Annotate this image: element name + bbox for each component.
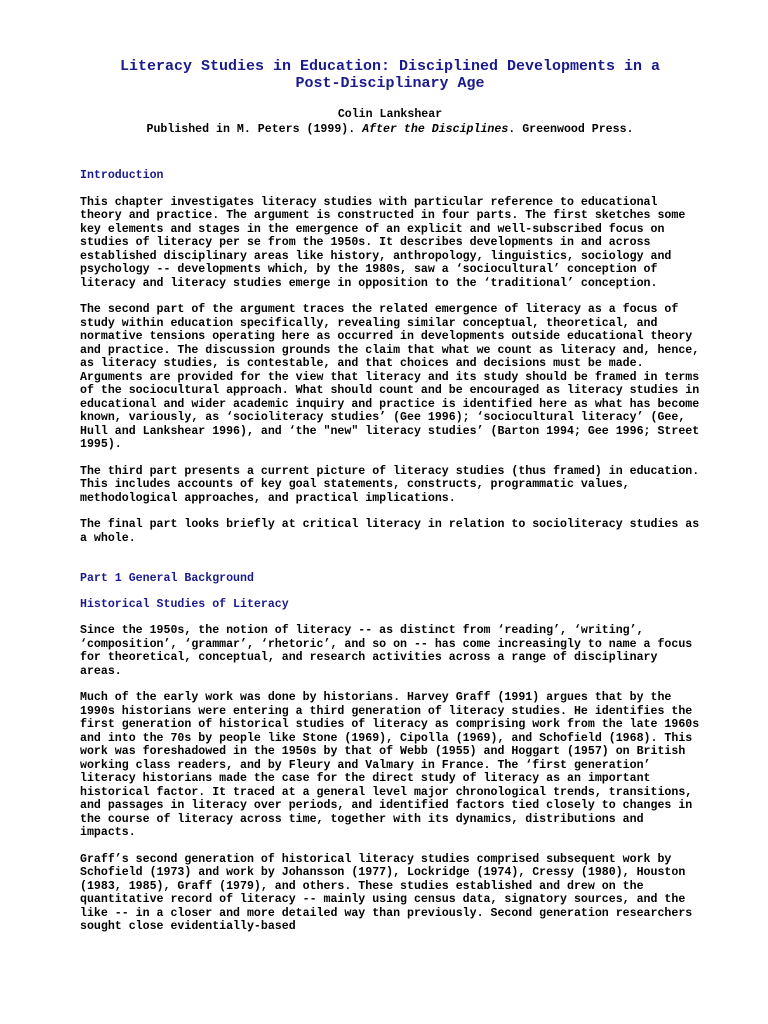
intro-paragraph: This chapter investigates literacy studies with particular reference to educational theory and practice. The argument is constructed in four parts. The first sketches some key elements and stages in the emergence of an explicit and well-subscribed focus on studies of literacy per se from the 1950s. It describes developments in and across established disciplinary areas like history, anthropology, linguistics, sociology and psychology -- developments which, by the 1980s, saw a ‘sociocultural’ conception of literacy and literacy studies emerge in opposition to the ‘traditional’ conception. xyxy=(80,195,686,290)
publication-suffix: . Greenwood Press. xyxy=(508,122,634,136)
part1-heading: Part 1 General Background xyxy=(80,572,254,585)
body-paragraph: Graff’s second generation of historical literacy studies comprised subsequent work by Schofield (1973) and work by Johansson (1977), Lockridge (1974), Cressy (1980), Houston (1983, 1985), Graff (1979), and others. These studies established and drew on the quantitative record of literacy -- mainly using census data, signatory sources, and the like -- in a closer and more detailed way than previously. Second generation researchers sought close evidentially-based xyxy=(80,852,693,933)
publication-prefix: Published in M. Peters (1999). xyxy=(146,122,363,136)
document-title: Literacy Studies in Education: Disciplined Developments in a Post-Disciplinary Age xyxy=(119,58,661,92)
body-paragraph: Since the 1950s, the notion of literacy -- as distinct from ‘reading’, ‘writing’, ‘composition’, ‘grammar’, ‘rhetoric’, and so on -- has come increasingly to name a focus for theoretical, conceptual, and research activities across a range of disciplinary areas. xyxy=(80,624,693,678)
book-title: After the Disciplines xyxy=(362,122,509,136)
byline xyxy=(80,108,700,136)
historical-studies-heading: Historical Studies of Literacy xyxy=(80,597,289,611)
intro-paragraph: The third part presents a current picture of literacy studies (thus framed) in education. This includes accounts of key goal statements, constructs, programmatic values, methodological approaches, and practical implications. xyxy=(80,464,700,505)
intro-paragraph: The final part looks briefly at critical literacy in relation to socioliteracy studies as a whole. xyxy=(80,518,700,545)
introduction-heading: Introduction xyxy=(80,169,164,182)
body-paragraph: Much of the early work was done by historians. Harvey Graff (1991) argues that by the 1990s historians were entering a third generation of literacy studies. He identifies the first generation of historical studies of literacy as comprising work from the late 1960s and into the 70s by people like Stone (1969), Cipolla (1969), and Schofield (1968). This work was foreshadowed in the 1950s by that of Webb (1955) and Hoggart (1957) on British working class readers, and by Fleury and Valmary in France. The ‘first generation’ literacy historians made the case for the direct study of literacy as an important historical factor. It traced at a general level major chronological trends, transitions, and passages in literacy over periods, and identified factors tied closely to changes in the course of literacy across time, together with its dynamics, distributions and impacts. xyxy=(80,691,700,839)
author-name: Colin Lankshear xyxy=(337,108,443,121)
publication-info xyxy=(80,123,700,137)
intro-paragraph: The second part of the argument traces the related emergence of literacy as a focus of study within education specifically, revealing similar conceptual, theoretical, and normative tensions operating here as occurred in developments outside educational theory and practice. The discussion grounds the claim that what we count as literacy and, hence, as literacy studies, is contestable, and that choices and decisions must be made. Arguments are provided for the view that literacy and its study should be framed in terms of the sociocultural approach. What should count and be encouraged as literacy studies in educational and wider academic inquiry and practice is identified here as what has become known, variously, as ‘socioliteracy studies’ (Gee 1996); ‘sociocultural literacy’ (Gee, Hull and Lankshear 1996), and ‘the "new" literacy studies’ (Barton 1994; Gee 1996; Street 1995). xyxy=(80,303,700,451)
document-page xyxy=(80,58,700,947)
